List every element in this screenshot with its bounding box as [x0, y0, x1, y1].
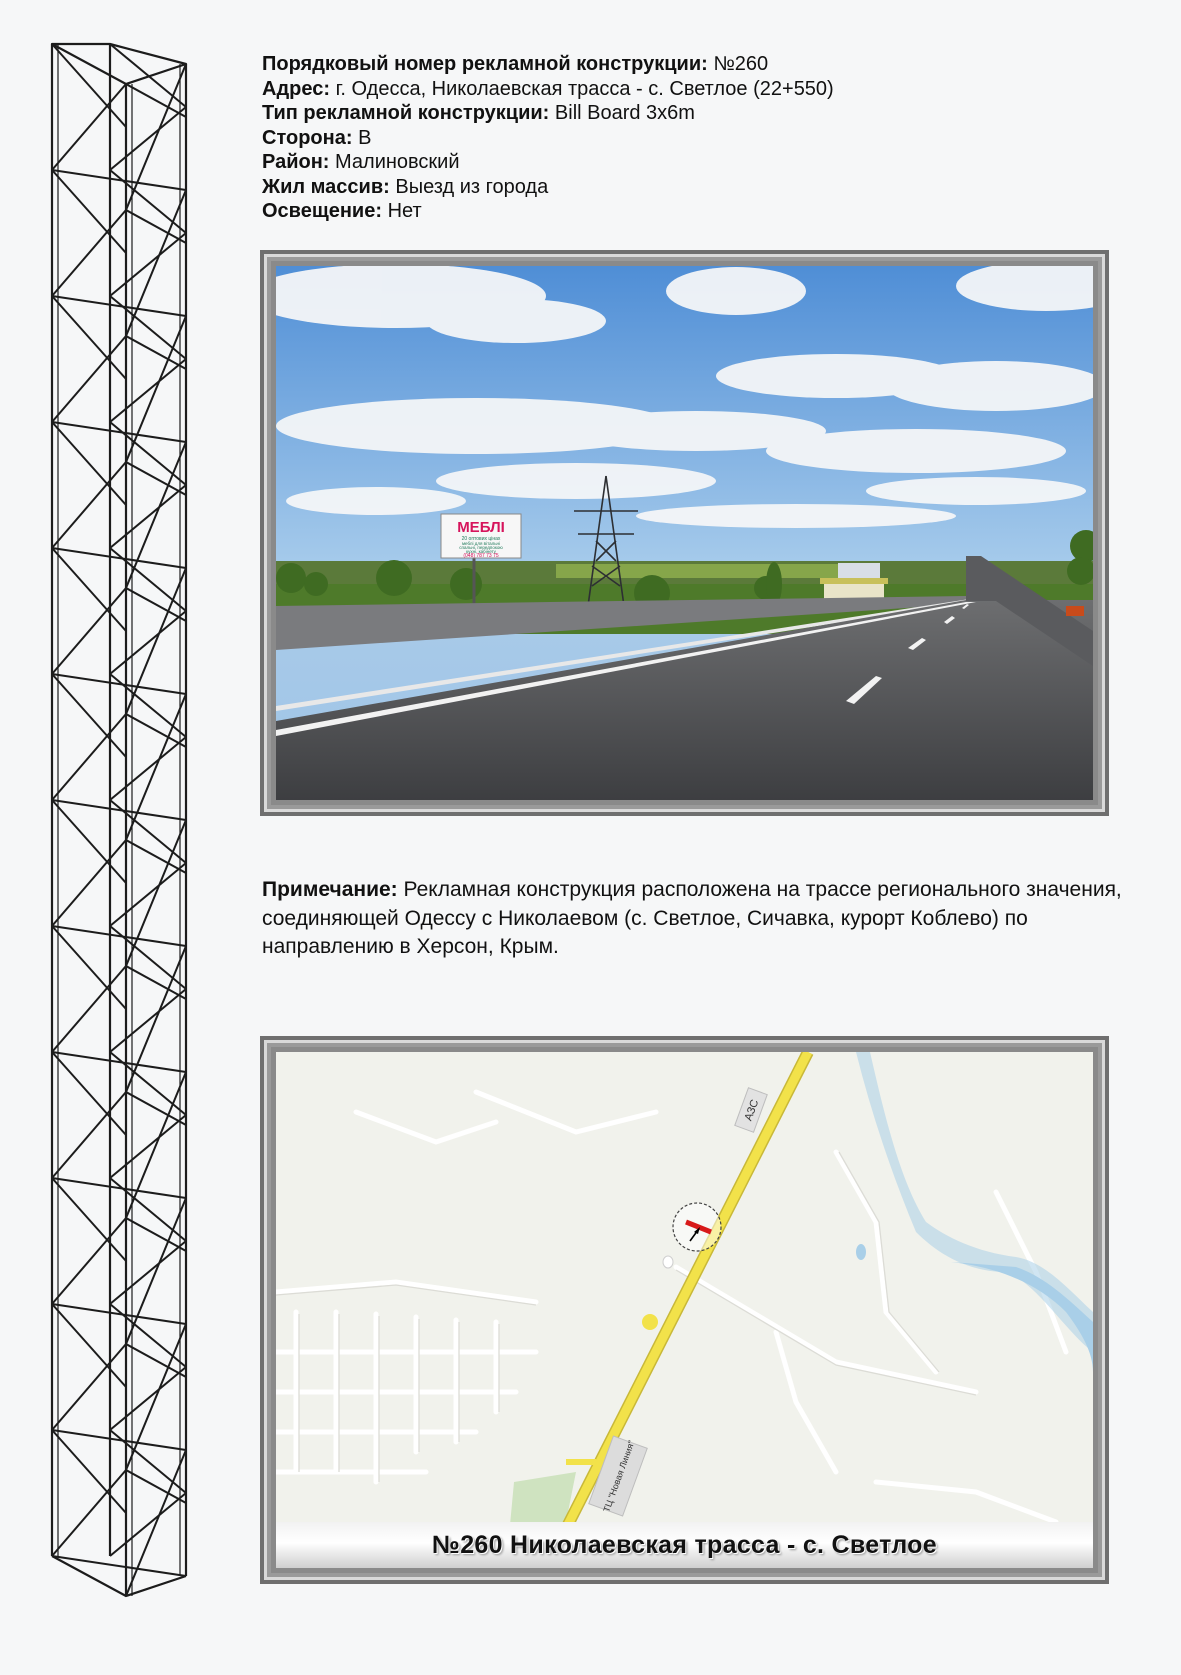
truss-brace — [52, 1304, 126, 1387]
truss-decoration — [44, 40, 194, 1600]
info-massif: Жил массив: Выезд из города — [262, 175, 549, 198]
truss-brace — [52, 1344, 126, 1430]
gas-station-label: АЗС — [742, 1098, 762, 1123]
truss-brace — [52, 966, 126, 1052]
location-photo — [276, 266, 1093, 800]
roundabout — [642, 1314, 658, 1330]
truss-brace — [110, 1241, 186, 1304]
truss-brace — [110, 485, 186, 548]
truss-brace — [52, 1092, 126, 1178]
truss-brace — [110, 359, 186, 422]
billboard-line3: спальнi, передпокою — [459, 545, 503, 550]
truss-brace — [52, 800, 186, 820]
truss-brace — [110, 422, 186, 485]
truss-brace — [52, 588, 126, 674]
truss-brace — [110, 989, 186, 1052]
truss-brace — [52, 1052, 186, 1072]
reservoir — [951, 1262, 1093, 1372]
truss-brace — [52, 422, 126, 505]
truss-brace — [110, 1430, 186, 1493]
info-block — [262, 52, 834, 224]
minor-roads — [276, 1092, 1066, 1522]
mall-label: ТЦ "Новая Линия" — [601, 1439, 637, 1514]
truss-brace — [52, 1304, 186, 1324]
info-number: Порядковый номер рекламной конструкции: №260 — [262, 53, 769, 75]
truss-brace — [52, 1430, 186, 1450]
truss-brace — [110, 1052, 186, 1115]
stream — [856, 1052, 1093, 1352]
truss-brace — [52, 170, 126, 253]
truss-brace — [110, 233, 186, 296]
info-lighting: Освещение: Нет — [262, 200, 422, 222]
truss-brace — [52, 674, 126, 757]
map-illustration — [276, 1052, 1093, 1568]
truss-brace — [52, 1052, 126, 1135]
location-map — [276, 1052, 1093, 1568]
truss-brace — [52, 462, 126, 548]
truss-brace — [52, 674, 186, 694]
billboard-phone: (048) 787 73 75 — [463, 553, 499, 559]
truss-brace — [52, 1218, 126, 1304]
billboard-marker — [673, 1203, 721, 1251]
map-frame — [260, 1036, 1109, 1584]
billboard-line4: кухнi, кабiнету — [466, 549, 496, 554]
info-type: Тип рекламной конструкции: Bill Board 3x6m — [262, 102, 695, 124]
truss-brace — [52, 336, 126, 422]
map-title: №260 Николаевская трасса - с. Светлое — [276, 1522, 1093, 1568]
truss-brace — [110, 926, 186, 989]
truss-brace — [110, 1115, 186, 1178]
truss-brace — [52, 44, 126, 127]
truss-brace — [52, 296, 126, 379]
truss-brace — [52, 1178, 186, 1198]
info-address: Адрес: г. Одесса, Николаевская трасса - с. Светлое (22+550) — [262, 77, 834, 100]
truss-brace — [110, 737, 186, 800]
truss-brace — [52, 548, 126, 631]
truss-brace — [52, 210, 126, 296]
truss-brace — [110, 863, 186, 926]
truss-brace — [110, 800, 186, 863]
truss-brace — [110, 107, 186, 170]
truss-brace — [110, 1367, 186, 1430]
billboard-title: МЕБЛІ — [457, 519, 505, 536]
truss-brace — [52, 548, 186, 568]
truss-brace — [110, 1304, 186, 1367]
billboard-line1: 20 оптових цiнах — [461, 536, 501, 542]
truss-brace — [110, 611, 186, 674]
truss-brace — [52, 1178, 126, 1261]
truss-brace — [52, 170, 186, 190]
truss-brace — [110, 296, 186, 359]
gas-station-label-box — [735, 1088, 767, 1132]
photo-illustration — [276, 266, 1093, 800]
truss-brace — [52, 714, 126, 800]
truss-brace — [52, 926, 186, 946]
note: Примечание: Рекламная конструкция расположена на трассе регионального значения, соединяющей Одессу с Николаевом (с. Светлое, Сичавка, курорт Коблево) по направлению в Херсон, Крым. — [262, 878, 1122, 958]
pond — [856, 1244, 866, 1260]
truss-brace — [52, 84, 126, 170]
truss-brace — [52, 926, 126, 1009]
photo-frame — [260, 250, 1109, 816]
truss-brace — [110, 674, 186, 737]
info-side: Сторона: В — [262, 126, 372, 149]
truss-brace — [110, 1178, 186, 1241]
truss-brace — [52, 422, 186, 442]
truss-brace — [110, 1493, 186, 1556]
truss-brace — [52, 840, 126, 926]
truss-brace — [110, 548, 186, 611]
info-district: Район: Малиновский — [262, 151, 460, 173]
billboard-line2: меблi для вiтальнi — [461, 541, 501, 546]
truss-brace — [52, 1470, 126, 1556]
truss-brace — [110, 170, 186, 233]
truss-brace — [52, 800, 126, 883]
truss-brace — [52, 296, 186, 316]
truss-brace — [52, 1430, 126, 1513]
